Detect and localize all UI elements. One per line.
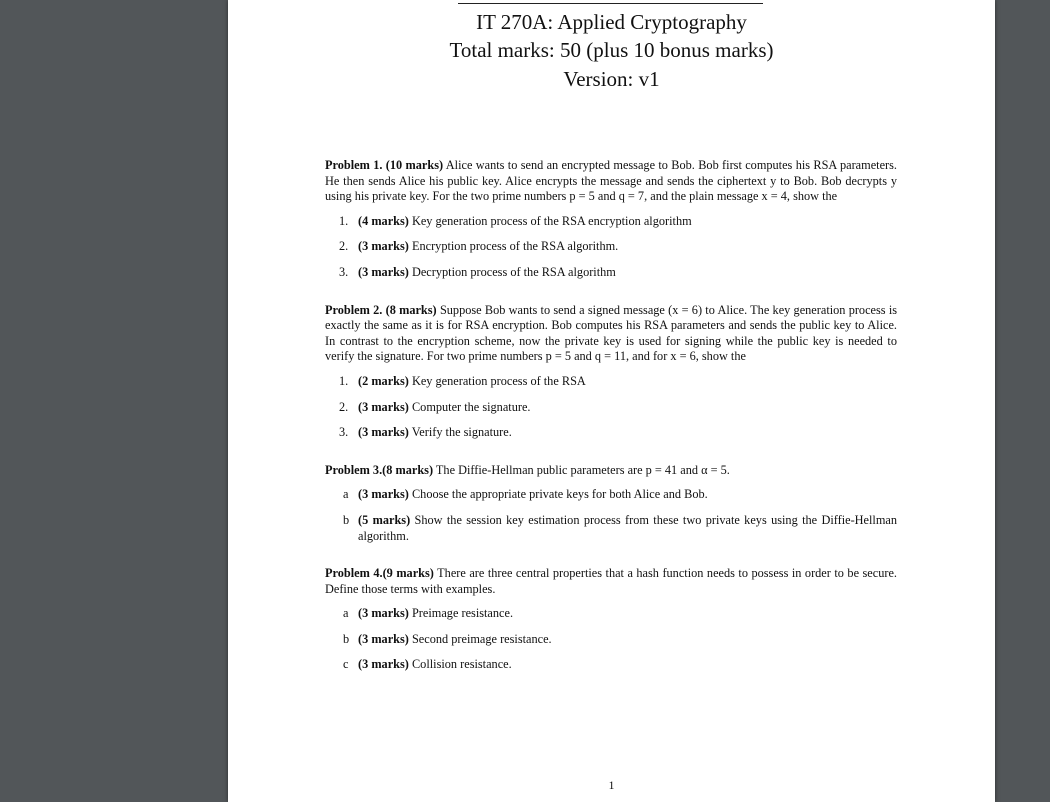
item-text: Key generation process of the RSA xyxy=(411,373,586,388)
item-marks: (3 marks) xyxy=(358,264,409,279)
item-text: Decryption process of the RSA algorithm xyxy=(411,264,616,279)
sub-question xyxy=(325,374,897,390)
sub-question xyxy=(325,400,897,416)
item-number: 1. xyxy=(339,213,349,228)
item-number: 1. xyxy=(339,373,349,388)
item-number: b xyxy=(343,512,350,527)
problem-1 xyxy=(325,158,897,281)
problem-statement xyxy=(325,303,897,365)
problem-statement xyxy=(325,463,897,479)
sub-question xyxy=(325,657,897,673)
problem-title: Problem 1. xyxy=(325,158,383,172)
item-number: 3. xyxy=(339,425,349,440)
problem-marks: (9 marks) xyxy=(382,566,434,581)
sub-question xyxy=(325,265,897,281)
item-marks: (4 marks) xyxy=(358,213,409,228)
item-marks: (3 marks) xyxy=(358,425,409,440)
sub-question xyxy=(325,632,897,648)
problem-2 xyxy=(325,303,897,441)
sub-question-list xyxy=(325,606,897,673)
item-number: a xyxy=(343,487,349,502)
item-number: 2. xyxy=(339,239,349,254)
page-number: 1 xyxy=(608,778,615,792)
sub-question-list xyxy=(325,374,897,441)
item-text: Encryption process of the RSA algorithm. xyxy=(411,239,619,254)
item-text: Preimage resistance. xyxy=(411,606,514,621)
problem-text: Suppose Bob wants to send a signed message (x = 6) to Alice. The key generation process is exactly the same as it is for RSA encryption. Bob computes his RSA parameters and sends the public key to Alice. In contrast to the encryption scheme, now the private key is used for signing while the public key is needed to verify the signature. For two prime numbers p = 5 and q = 11, and for x = 6, show the xyxy=(325,302,898,364)
item-number: a xyxy=(343,606,349,621)
problem-title: Problem 4. xyxy=(325,566,383,581)
item-marks: (3 marks) xyxy=(358,631,409,646)
sub-question xyxy=(325,425,897,441)
item-marks: (2 marks) xyxy=(358,373,409,388)
version: Version: v1 xyxy=(563,67,660,91)
sub-question xyxy=(325,239,897,255)
problem-3 xyxy=(325,463,897,544)
item-text: Second preimage resistance. xyxy=(411,631,552,646)
problem-title: Problem 3. xyxy=(325,462,383,477)
sub-question xyxy=(325,487,897,503)
item-marks: (5 marks) xyxy=(358,512,411,527)
problem-text: Alice wants to send an encrypted message to Bob. Bob first computes his RSA parameters. He then sends Alice his public key. Alice encrypts the message and sends the ciphertext y to Bob. Bob decrypts y using his private key. For the two prime numbers p = 5 and q = 7, and the plain message x = 4, show the xyxy=(325,158,897,204)
clipped-previous-line xyxy=(458,0,763,4)
problem-title: Problem 2. xyxy=(325,302,383,317)
sub-question-list xyxy=(325,487,897,544)
item-number: 2. xyxy=(339,399,349,414)
item-text: Show the session key estimation process from these two private keys using the Diffie-Hellman algorithm. xyxy=(358,512,898,543)
item-text: Choose the appropriate private keys for both Alice and Bob. xyxy=(411,487,708,502)
exam-content xyxy=(325,158,897,683)
item-number: c xyxy=(343,657,349,672)
problem-statement xyxy=(325,158,897,205)
total-marks: Total marks: 50 (plus 10 bonus marks) xyxy=(449,38,774,62)
document-page xyxy=(228,0,995,802)
course-title: IT 270A: Applied Cryptography xyxy=(476,10,747,34)
sub-question-list xyxy=(325,214,897,281)
item-marks: (3 marks) xyxy=(358,487,409,502)
item-marks: (3 marks) xyxy=(358,657,409,672)
item-text: Key generation process of the RSA encryption algorithm xyxy=(411,213,692,228)
sub-question xyxy=(325,214,897,230)
problem-text: The Diffie-Hellman public parameters are p = 41 and α = 5. xyxy=(435,462,730,477)
problem-marks: (10 marks) xyxy=(385,158,444,172)
item-marks: (3 marks) xyxy=(358,606,409,621)
item-text: Collision resistance. xyxy=(411,657,512,672)
item-text: Verify the signature. xyxy=(411,425,512,440)
problem-statement xyxy=(325,566,897,597)
sub-question xyxy=(325,513,897,544)
problem-marks: (8 marks) xyxy=(382,462,434,477)
item-number: b xyxy=(343,631,350,646)
item-marks: (3 marks) xyxy=(358,399,409,414)
item-number: 3. xyxy=(339,264,349,279)
item-marks: (3 marks) xyxy=(358,239,409,254)
problem-text: There are three central properties that a hash function needs to possess in order to be secure. Define those terms with examples. xyxy=(325,566,897,596)
item-text: Computer the signature. xyxy=(411,399,531,414)
problem-4 xyxy=(325,566,897,673)
problem-marks: (8 marks) xyxy=(385,302,437,317)
sub-question xyxy=(325,606,897,622)
